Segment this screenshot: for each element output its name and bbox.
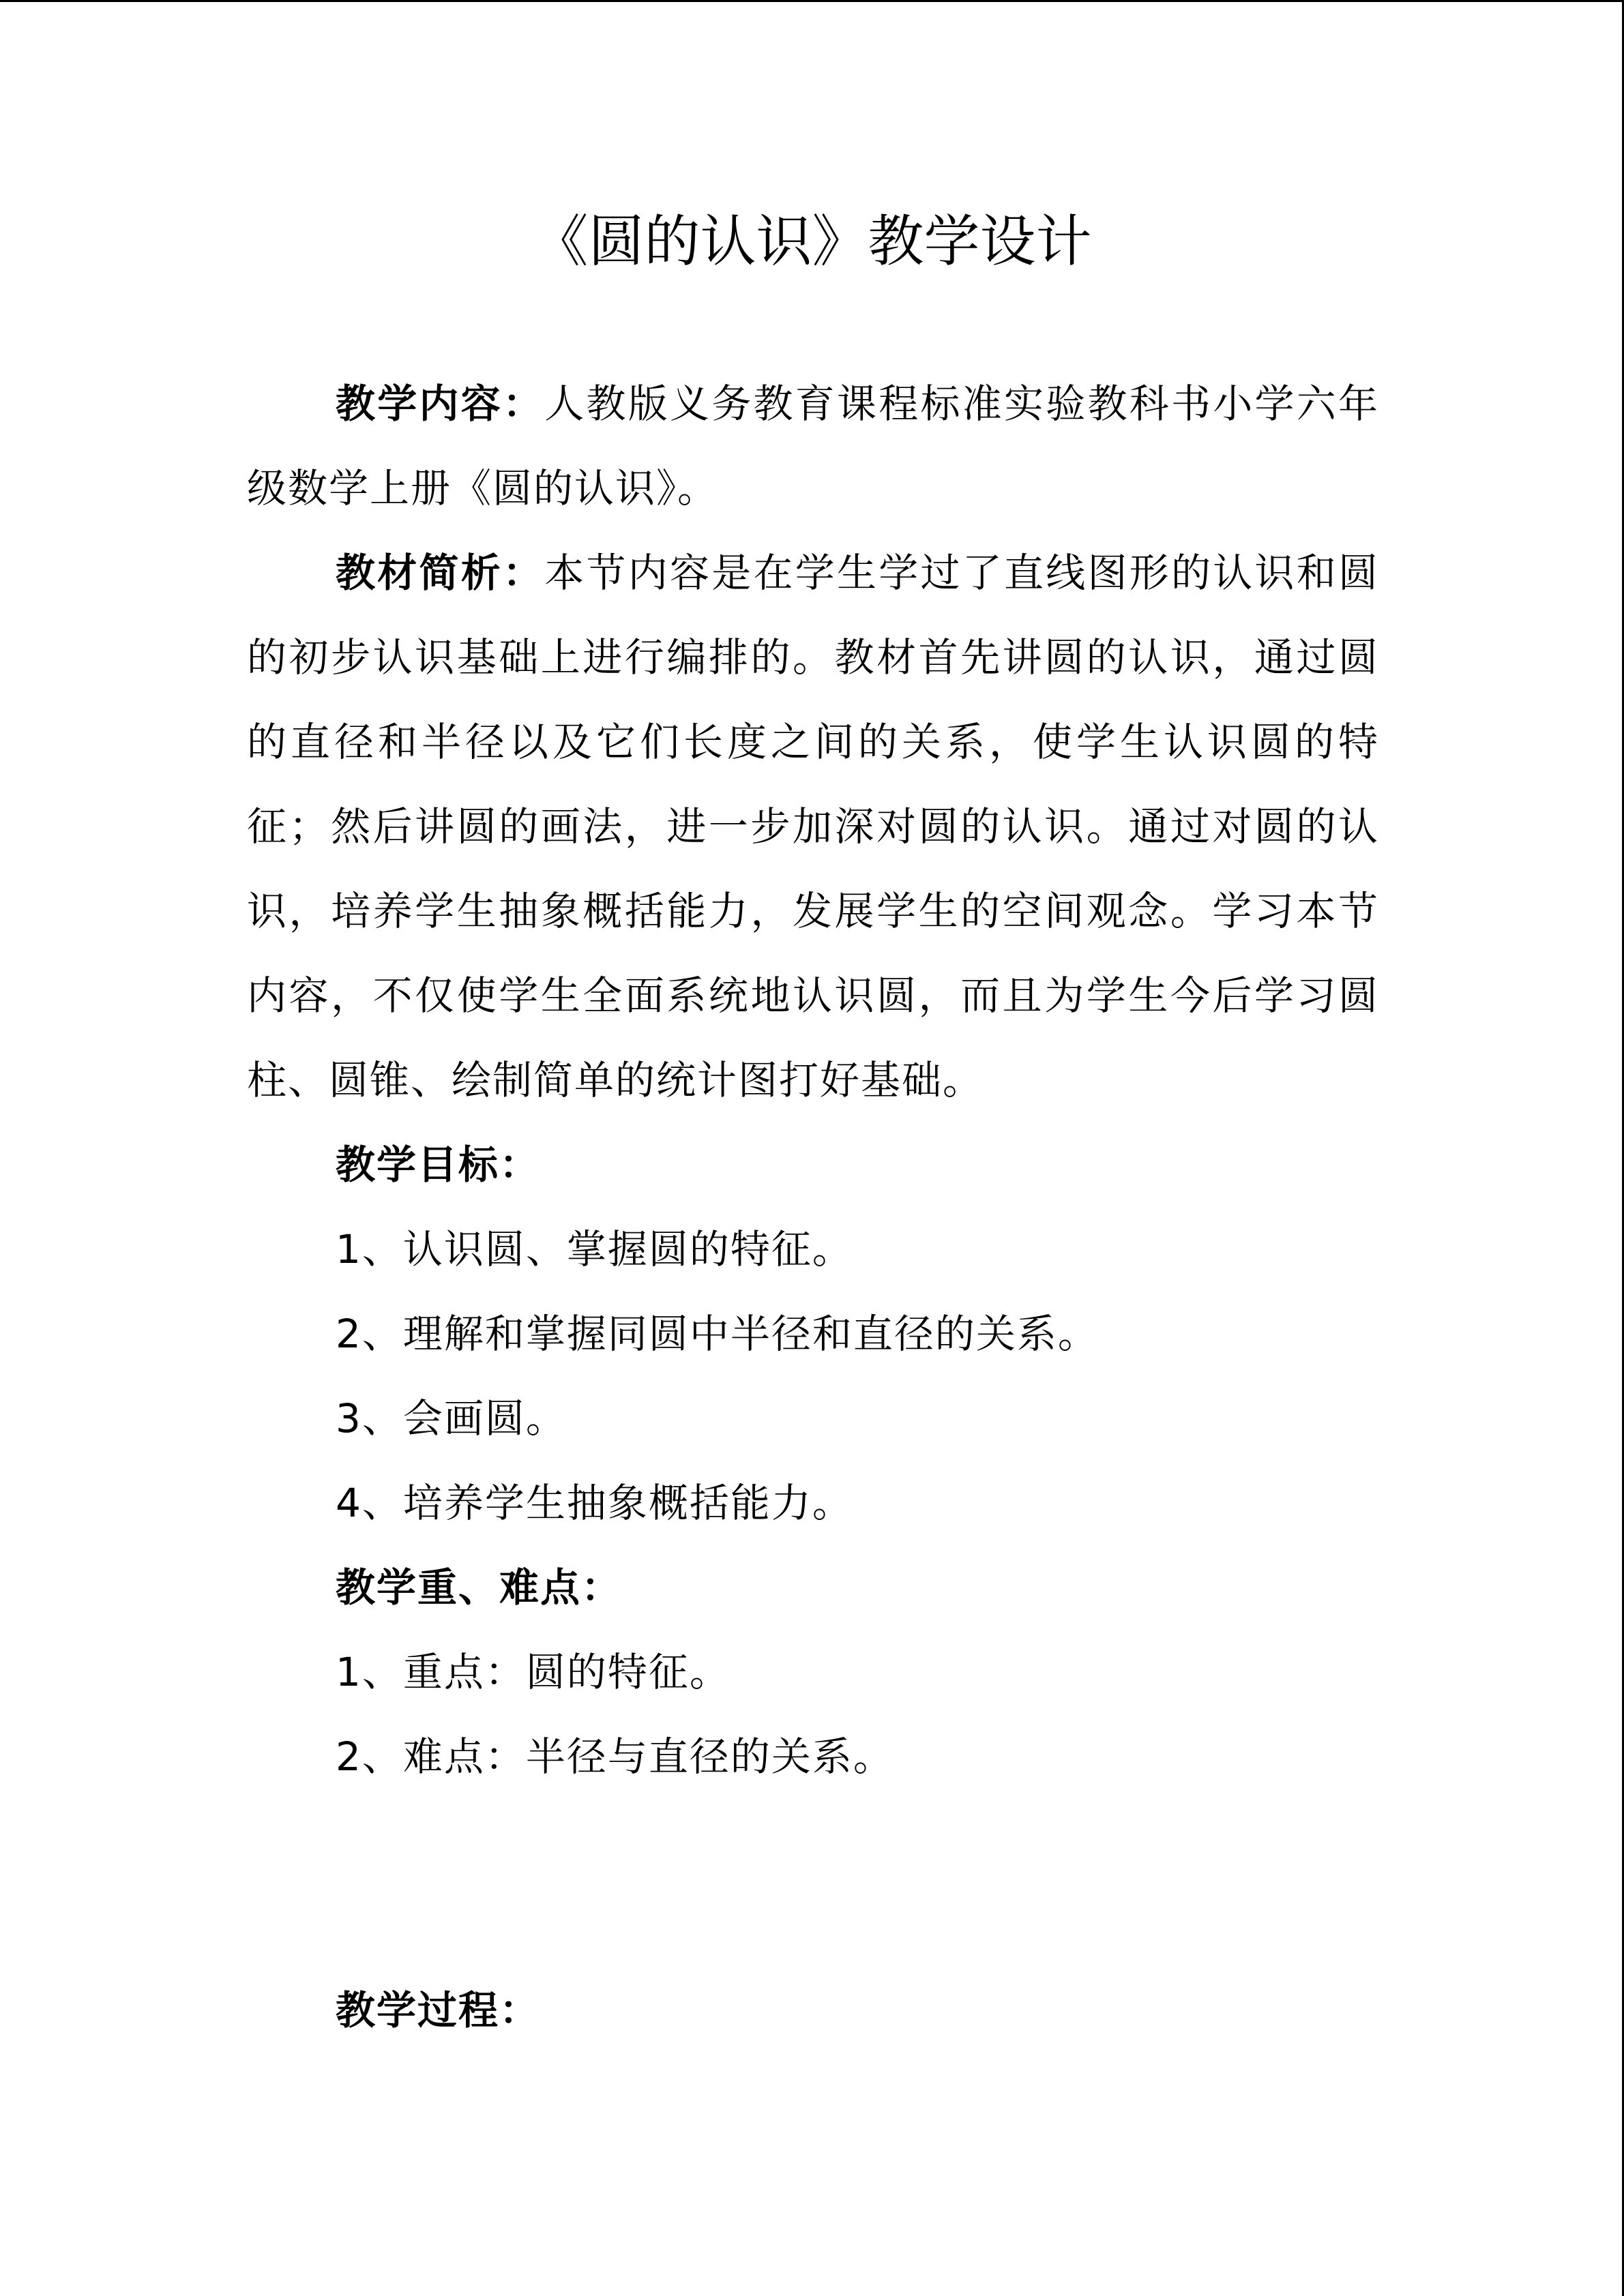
goal-item: 1、认识圆、掌握圆的特征。: [336, 1226, 853, 1272]
goal-item: 3、会画圆。: [336, 1395, 567, 1442]
teaching-content-label: 教学内容：: [336, 381, 545, 427]
document-body: [247, 361, 1379, 2053]
blank-space: [247, 1799, 1379, 1968]
key-points-heading: 教学重、难点：: [336, 1564, 623, 1611]
teaching-goals-heading: 教学目标：: [336, 1142, 541, 1188]
key-point-item: 1、重点：圆的特征。: [336, 1649, 730, 1695]
document-title: 《圆的认识》教学设计: [532, 209, 1092, 274]
material-analysis-paragraph: [247, 531, 1379, 1122]
material-analysis-text: 本节内容是在学生学过了直线图形的认识和圆的初步认识基础上进行编排的。教材首先讲圆的认识，通过圆的直径和半径以及它们长度之间的关系，使学生认识圆的特征；然后讲圆的画法，进一步加深对圆的认识。通过对圆的认识，培养学生抽象概括能力，发展学生的空间观念。学习本节内容，不仅使学生全面系统地认识圆，而且为学生今后学习圆柱、圆锥、绘制简单的统计图打好基础。: [247, 550, 1379, 1103]
key-point-item: 2、难点：半径与直径的关系。: [336, 1733, 894, 1780]
goal-item: 4、培养学生抽象概括能力。: [336, 1480, 853, 1526]
goal-item: 2、理解和掌握同圆中半径和直径的关系。: [336, 1311, 1099, 1357]
teaching-process-heading: 教学过程：: [336, 1987, 541, 2033]
teaching-content-paragraph: [247, 361, 1379, 531]
teaching-content-text: 人教版义务教育课程标准实验教科书小学六年级数学上册《圆的认识》。: [247, 381, 1379, 511]
material-analysis-label: 教材简析：: [336, 550, 545, 596]
